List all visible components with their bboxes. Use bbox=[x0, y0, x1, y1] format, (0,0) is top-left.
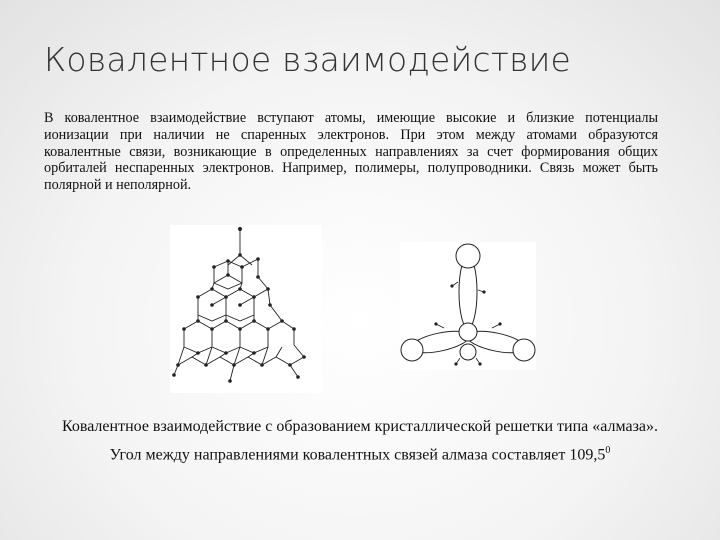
diamond-lattice-figure bbox=[170, 225, 322, 393]
caption-superscript: 0 bbox=[605, 445, 611, 456]
body-text: В ковалентное взаимодействие вступают атомы, имеющие высокие и близкие потенциалы ионизации при наличии не спаренных электронов. При этом между атомами образуются ковалентные связи, возникающие в определенных направлениях за счет формирования общих орбиталей неспаренных электронов. Например, полимеры, полупроводники. Связь может быть полярной и неполярной. bbox=[44, 110, 658, 194]
slide-title: Ковалентное взаимодействие bbox=[44, 40, 572, 79]
tetrahedral-orbitals-figure bbox=[400, 242, 536, 370]
diamond-lattice-icon bbox=[170, 225, 322, 393]
tetrahedral-orbitals-icon bbox=[400, 242, 536, 370]
caption-text: Ковалентное взаимодействие с образованием кристаллической решетки типа «алмаза». Угол между направлениями ковалентных связей алмаза составляет 109,5 bbox=[61, 418, 659, 464]
figure-caption bbox=[60, 415, 660, 467]
